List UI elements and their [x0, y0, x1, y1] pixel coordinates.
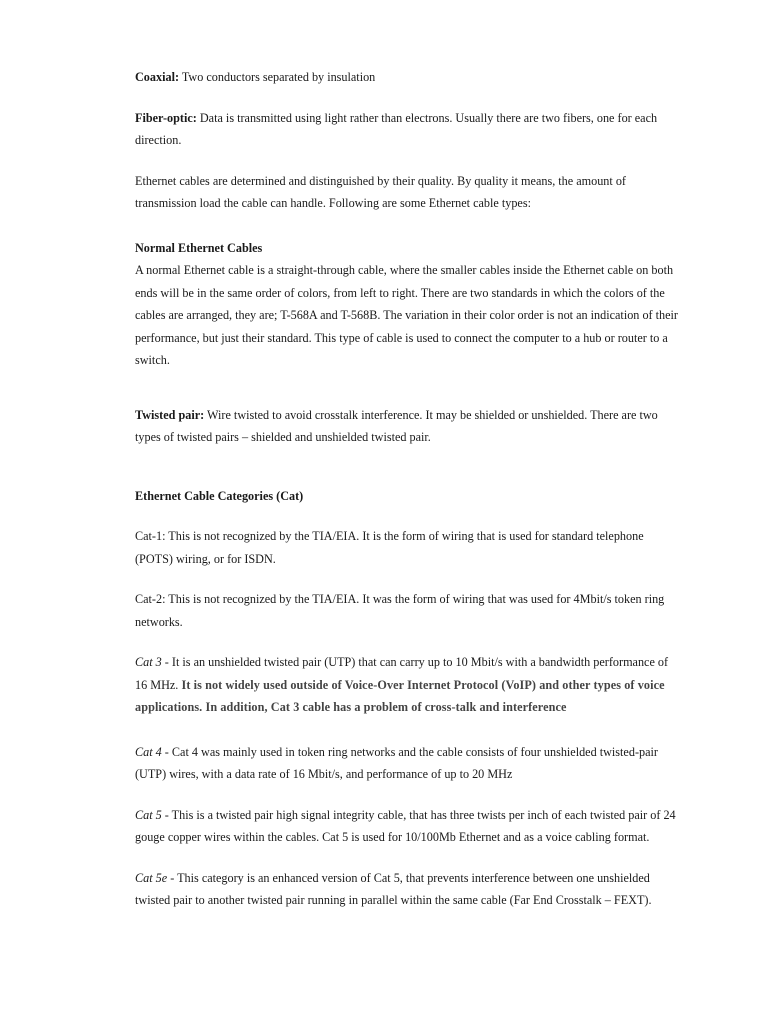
cat1-paragraph [135, 525, 678, 570]
categories-heading-text: Ethernet Cable Categories (Cat) [135, 488, 304, 503]
twisted-pair-paragraph [135, 404, 678, 449]
normal-ethernet-heading-text: Normal Ethernet Cables [135, 240, 263, 255]
fiber-optic-text: Data is transmitted using light rather than electrons. Usually there are two fibers, one for each direction. [135, 110, 658, 147]
cat1-text: This is not recognized by the TIA/EIA. It is the form of wiring that is used for standard telephone (POTS) wiring, or for ISDN. [135, 529, 644, 566]
normal-ethernet-paragraph: A normal Ethernet cable is a straight-through cable, where the smaller cables inside the Ethernet cable on both ends will be in the same order of colors, from left to right. There are two standards in which the colors of the cables are arranged, they are; T-568A and T-568B. The variation in their color order is not an indication of their performance, but just their standard. This type of cable is used to connect the computer to a hub or router to a switch. [135, 263, 678, 367]
cat5e-paragraph [135, 867, 678, 912]
cat5e-label: Cat 5e [135, 870, 168, 885]
coaxial-paragraph [135, 66, 678, 89]
fiber-optic-label: Fiber-optic: [135, 110, 197, 125]
cat3-paragraph [135, 651, 678, 719]
fiber-optic-paragraph [135, 107, 678, 152]
cat3-bold-text: It is not widely used outside of Voice-Over Internet Protocol (VoIP) and other types of voice applications. In addition, Cat 3 cable has a problem of cross-talk and interference [135, 677, 665, 714]
cat3-text: - It is an unshielded twisted pair (UTP) that can carry up to 10 Mbit/s with a bandwidth performance of 16 MHz. [135, 655, 669, 692]
normal-ethernet-heading [135, 237, 678, 260]
twisted-pair-text: Wire twisted to avoid crosstalk interference. It may be shielded or unshielded. There are two types of twisted pairs – shielded and unshielded twisted pair. [135, 407, 658, 444]
cat1-label: Cat-1: [135, 529, 166, 543]
cat4-label: Cat 4 [135, 744, 162, 759]
cat5-text: - This is a twisted pair high signal integrity cable, that has three twists per inch of each twisted pair of 24 gouge copper wires within the cables. Cat 5 is used for 10/100Mb Ethernet and as a voice cabling format. [135, 807, 676, 844]
cat4-paragraph [135, 741, 678, 786]
cat3-label: Cat 3 [135, 655, 162, 669]
coaxial-text: Two conductors separated by insulation [179, 70, 376, 84]
coaxial-label: Coaxial: [135, 70, 180, 84]
cat2-paragraph: Cat-2: This is not recognized by the TIA/EIA. It was the form of wiring that was used for 4Mbit/s token ring networks. [135, 592, 665, 629]
cat5-label: Cat 5 [135, 807, 162, 822]
ethernet-intro-paragraph: Ethernet cables are determined and distinguished by their quality. By quality it means, the amount of transmission load the cable can handle. Following are some Ethernet cable types: [135, 173, 626, 210]
cat5-paragraph [135, 804, 678, 849]
cat4-text: - Cat 4 was mainly used in token ring networks and the cable consists of four unshielded twisted-pair (UTP) wires, with a data rate of 16 Mbit/s, and performance of up to 20 MHz [135, 744, 658, 781]
twisted-pair-label: Twisted pair: [135, 407, 205, 422]
cat5e-text: - This category is an enhanced version of Cat 5, that prevents interference between one unshielded twisted pair to another twisted pair running in parallel within the same cable (Far End Crosstalk – FEXT). [135, 870, 652, 907]
categories-heading [135, 485, 678, 508]
